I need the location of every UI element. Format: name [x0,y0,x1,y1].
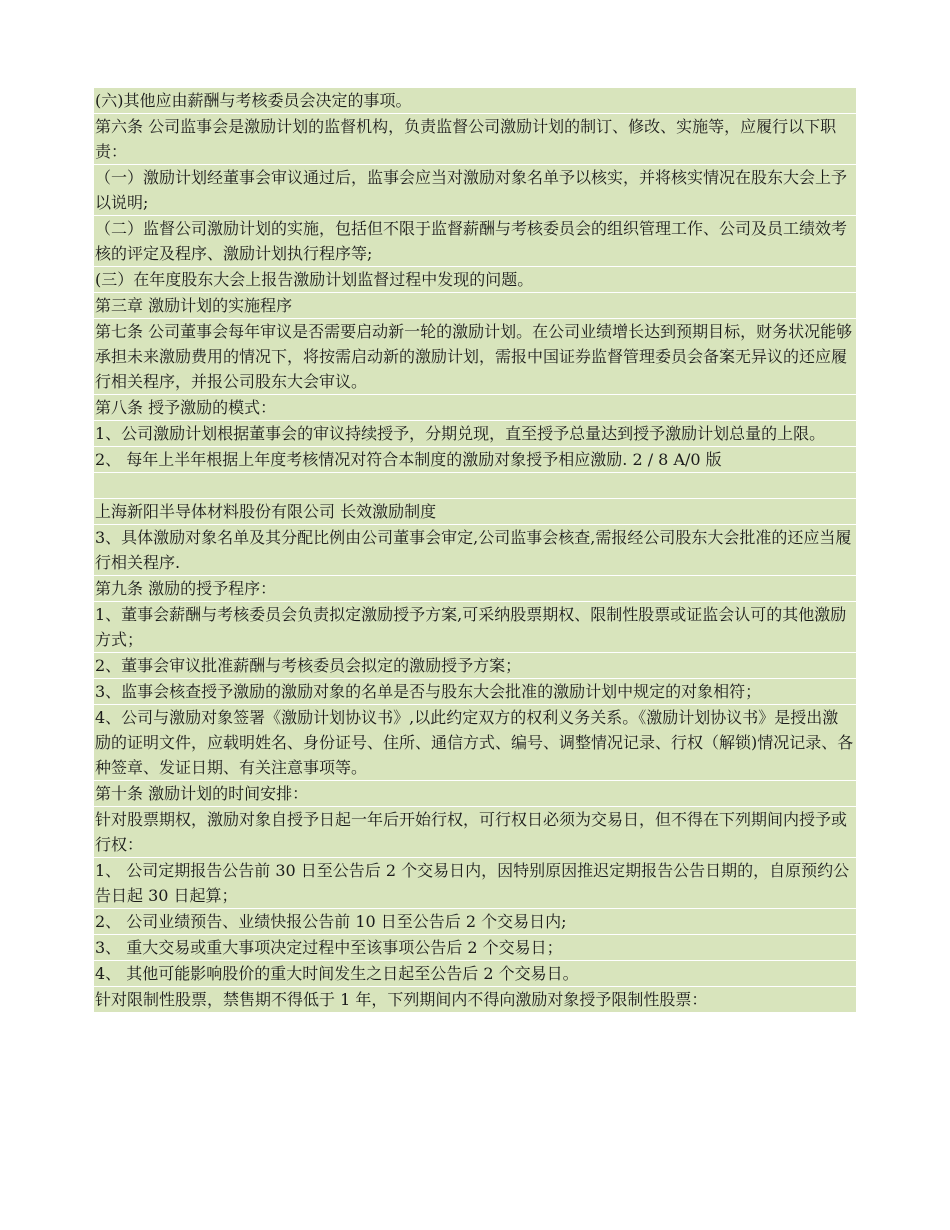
text-line: 第七条 公司董事会每年审议是否需要启动新一轮的激励计划。在公司业绩增长达到预期目标，财务状况能够承担未来激励费用的情况下，将按需启动新的激励计划，需报中国证券监督管理委员会备案无异议的还应履行相关程序，并报公司股东大会审议。 [94,318,856,394]
text-line-page-footer: 2、 每年上半年根据上年度考核情况对符合本制度的激励对象授予相应激励. 2 / 8 A/0 版 [94,446,856,472]
text-line: 3、 重大交易或重大事项决定过程中至该事项公告后 2 个交易日； [94,934,856,960]
text-line: 1、董事会薪酬与考核委员会负责拟定激励授予方案,可采纳股票期权、限制性股票或证监会认可的其他激励方式； [94,601,856,652]
text-line: 针对限制性股票，禁售期不得低于 1 年，下列期间内不得向激励对象授予限制性股票： [94,986,856,1012]
text-line: 3、具体激励对象名单及其分配比例由公司董事会审定,公司监事会核查,需报经公司股东大会批准的还应当履行相关程序. [94,524,856,575]
text-line: 3、监事会核查授予激励的激励对象的名单是否与股东大会批准的激励计划中规定的对象相符； [94,678,856,704]
text-line: 1、公司激励计划根据董事会的审议持续授予，分期兑现，直至授予总量达到授予激励计划总量的上限。 [94,420,856,446]
page-header: 上海新阳半导体材料股份有限公司 长效激励制度 [94,498,856,524]
text-line: (三）在年度股东大会上报告激励计划监督过程中发现的问题。 [94,266,856,292]
text-line: 第八条 授予激励的模式： [94,394,856,420]
text-line: （二）监督公司激励计划的实施，包括但不限于监督薪酬与考核委员会的组织管理工作、公司及员工绩效考核的评定及程序、激励计划执行程序等; [94,215,856,266]
text-line: 针对股票期权，激励对象自授予日起一年后开始行权，可行权日必须为交易日，但不得在下列期间内授予或行权： [94,806,856,857]
text-line: （一）激励计划经董事会审议通过后，监事会应当对激励对象名单予以核实，并将核实情况在股东大会上予以说明; [94,164,856,215]
document-body [94,88,856,1012]
text-line: 第九条 激励的授予程序： [94,575,856,601]
text-line: 1、 公司定期报告公告前 30 日至公告后 2 个交易日内，因特别原因推迟定期报告公告日期的，自原预约公告日起 30 日起算； [94,857,856,908]
text-line: 4、 其他可能影响股价的重大时间发生之日起至公告后 2 个交易日。 [94,960,856,986]
text-line: 第十条 激励计划的时间安排： [94,780,856,806]
text-line: 2、董事会审议批准薪酬与考核委员会拟定的激励授予方案； [94,652,856,678]
text-line: 4、公司与激励对象签署《激励计划协议书》,以此约定双方的权利义务关系。《激励计划协议书》是授出激励的证明文件，应载明姓名、身份证号、住所、通信方式、编号、调整情况记录、行权（解锁)情况记录、各种签章、发证日期、有关注意事项等。 [94,704,856,780]
text-line: 第六条 公司监事会是激励计划的监督机构，负责监督公司激励计划的制订、修改、实施等，应履行以下职责： [94,113,856,164]
blank-row [94,472,856,498]
chapter-heading: 第三章 激励计划的实施程序 [94,292,856,318]
text-line: 2、 公司业绩预告、业绩快报公告前 10 日至公告后 2 个交易日内; [94,908,856,934]
text-line: (六)其他应由薪酬与考核委员会决定的事项。 [95,91,412,110]
